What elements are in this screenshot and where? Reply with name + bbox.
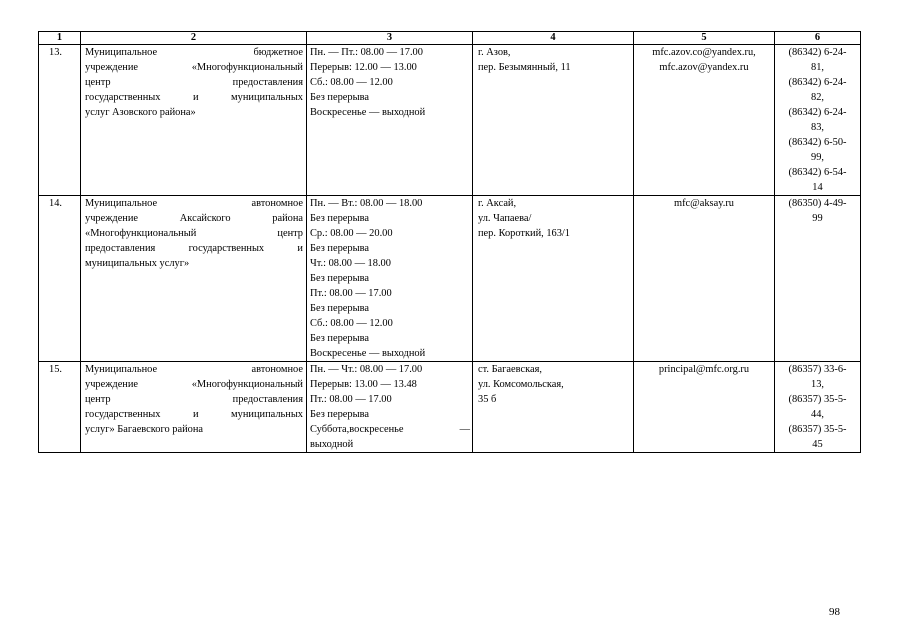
address [473, 45, 634, 196]
phone-line: (86342) 6-50- [788, 137, 847, 148]
organization-line: Муниципальное автономное [85, 198, 303, 209]
phone-line: 83, [811, 122, 824, 133]
address-line: 35 б [478, 394, 497, 405]
organization-line: Муниципальное автономное [85, 364, 303, 375]
phone-numbers [775, 196, 861, 362]
address [473, 196, 634, 362]
mfc-table [38, 31, 861, 453]
phone-line: (86357) 35-5- [788, 424, 847, 435]
schedule-line: Без перерыва [310, 333, 369, 344]
schedule-line: Без перерыва [310, 273, 369, 284]
organization-line: учреждение «Многофункциональный [85, 62, 303, 73]
schedule-line: Без перерыва [310, 409, 369, 420]
phone-line: (86342) 6-54- [788, 167, 847, 178]
schedule-line: Пн. — Вт.: 08.00 — 18.00 [310, 198, 423, 209]
schedule-line: Чт.: 08.00 — 18.00 [310, 258, 391, 269]
row-number: 14. [39, 196, 81, 362]
schedule-line: Пт.: 08.00 — 17.00 [310, 288, 392, 299]
phone-line: (86357) 33-6- [788, 364, 847, 375]
email-line: principal@mfc.org.ru [658, 364, 750, 375]
organization-line: учреждение «Многофункциональный [85, 379, 303, 390]
phone-numbers [775, 362, 861, 453]
email [634, 45, 775, 196]
organization-line: государственных и муниципальных [85, 409, 303, 420]
organization-line: «Многофункциональный центр [85, 228, 303, 239]
table-row [39, 362, 861, 453]
organization-name [81, 45, 307, 196]
schedule-line: выходной [310, 439, 354, 450]
phone-line: 82, [811, 92, 824, 103]
organization-line: Муниципальное бюджетное [85, 47, 303, 58]
address-line: ул. Чапаева/ [478, 213, 532, 224]
work-schedule [307, 45, 473, 196]
header-row [39, 32, 861, 45]
col-header-6: 6 [775, 32, 861, 45]
organization-line: услуг Азовского района» [85, 107, 196, 118]
phone-line: 99, [811, 152, 824, 163]
schedule-line: Пт.: 08.00 — 17.00 [310, 394, 392, 405]
page-number: 98 [829, 606, 840, 618]
organization-line: муниципальных услуг» [85, 258, 190, 269]
organization-line: центр предоставления [85, 394, 303, 405]
schedule-line: Перерыв: 13.00 — 13.48 [310, 379, 417, 390]
email-line: mfc@aksay.ru [674, 198, 734, 209]
phone-line: (86342) 6-24- [788, 47, 847, 58]
phone-line: 81, [811, 62, 824, 73]
organization-line: предоставления государственных и [85, 243, 303, 254]
organization-line: учреждение Аксайского района [85, 213, 303, 224]
phone-line: 45 [812, 439, 823, 450]
col-header-2: 2 [81, 32, 307, 45]
col-header-3: 3 [307, 32, 473, 45]
work-schedule [307, 362, 473, 453]
schedule-line: Без перерыва [310, 303, 369, 314]
phone-line: (86342) 6-24- [788, 107, 847, 118]
row-number: 13. [39, 45, 81, 196]
phone-numbers [775, 45, 861, 196]
table-row [39, 45, 861, 196]
col-header-1: 1 [39, 32, 81, 45]
address-line: г. Аксай, [478, 198, 517, 209]
email [634, 362, 775, 453]
address-line: ст. Багаевская, [478, 364, 542, 375]
organization-name [81, 362, 307, 453]
schedule-line: Пн. — Пт.: 08.00 — 17.00 [310, 47, 423, 58]
row-number: 15. [39, 362, 81, 453]
phone-line: (86342) 6-24- [788, 77, 847, 88]
organization-line: государственных и муниципальных [85, 92, 303, 103]
schedule-line: Воскресенье — выходной [310, 348, 426, 359]
schedule-line: Сб.: 08.00 — 12.00 [310, 318, 393, 329]
col-header-4: 4 [473, 32, 634, 45]
table-row [39, 196, 861, 362]
email-line: mfc.azov@yandex.ru [659, 62, 749, 73]
schedule-line: Сб.: 08.00 — 12.00 [310, 77, 393, 88]
address-line: г. Азов, [478, 47, 511, 58]
schedule-line: Воскресенье — выходной [310, 107, 426, 118]
address [473, 362, 634, 453]
organization-line: центр предоставления [85, 77, 303, 88]
schedule-line: Без перерыва [310, 243, 369, 254]
address-line: пер. Короткий, 163/1 [478, 228, 570, 239]
schedule-line: Пн. — Чт.: 08.00 — 17.00 [310, 364, 423, 375]
schedule-line: Без перерыва [310, 92, 369, 103]
phone-line: (86357) 35-5- [788, 394, 847, 405]
work-schedule [307, 196, 473, 362]
schedule-line: Без перерыва [310, 213, 369, 224]
phone-line: 99 [812, 213, 823, 224]
organization-name [81, 196, 307, 362]
schedule-line: Ср.: 08.00 — 20.00 [310, 228, 393, 239]
address-line: ул. Комсомольская, [478, 379, 564, 390]
schedule-line: Перерыв: 12.00 — 13.00 [310, 62, 417, 73]
email-line: mfc.azov.co@yandex.ru, [652, 47, 756, 58]
phone-line: (86350) 4-49- [788, 198, 847, 209]
phone-line: 13, [811, 379, 824, 390]
email [634, 196, 775, 362]
schedule-line: Суббота,воскресенье — [310, 424, 470, 435]
col-header-5: 5 [634, 32, 775, 45]
address-line: пер. Безымянный, 11 [478, 62, 571, 73]
phone-line: 44, [811, 409, 824, 420]
organization-line: услуг» Багаевского района [85, 424, 204, 435]
phone-line: 14 [812, 182, 823, 193]
